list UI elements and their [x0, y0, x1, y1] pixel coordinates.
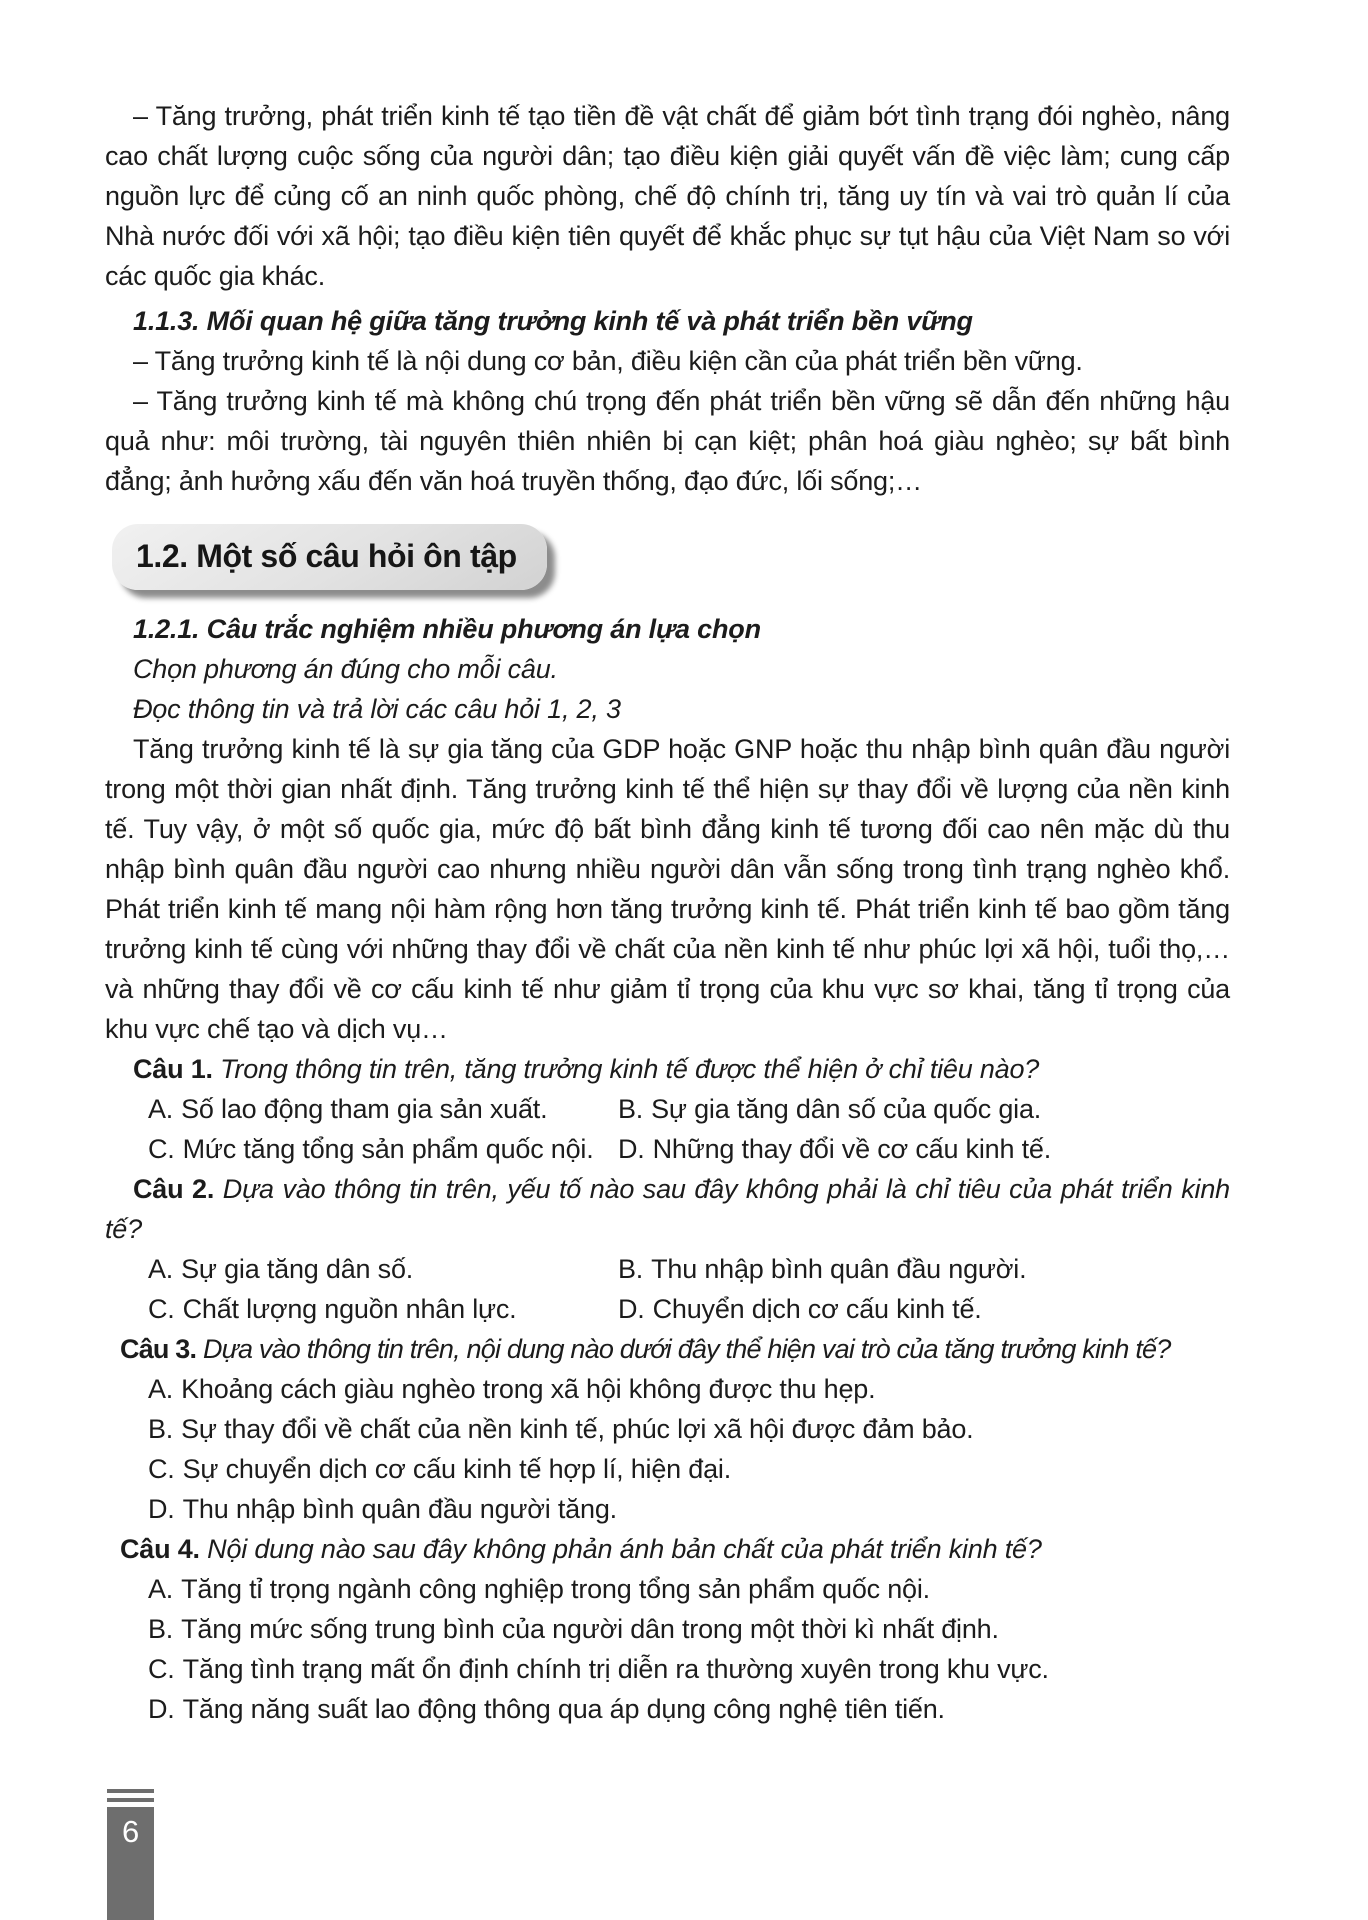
question-4	[105, 1529, 1230, 1569]
question-3-options	[105, 1369, 1230, 1529]
option-b: B. Sự gia tăng dân số của quốc gia.	[618, 1094, 1042, 1124]
option-b: B. Sự thay đổi về chất của nền kinh tế, phúc lợi xã hội được đảm bảo.	[148, 1414, 974, 1444]
option-d: D. Thu nhập bình quân đầu người tăng.	[148, 1494, 617, 1524]
question-1	[105, 1049, 1230, 1089]
question-4-label: Câu 4.	[120, 1534, 200, 1564]
option-b: B. Thu nhập bình quân đầu người.	[618, 1254, 1027, 1284]
heading-1-2-1: 1.2.1. Câu trắc nghiệm nhiều phương án lựa chọn	[133, 614, 761, 644]
option-a: A. Khoảng cách giàu nghèo trong xã hội không được thu hẹp.	[148, 1374, 876, 1404]
instruction-choose: Chọn phương án đúng cho mỗi câu.	[133, 654, 558, 684]
option-a: A. Sự gia tăng dân số.	[148, 1254, 414, 1284]
question-3	[105, 1329, 1230, 1369]
page-number: 6	[121, 1814, 140, 1849]
heading-1-1-3: 1.1.3. Mối quan hệ giữa tăng trưởng kinh tế và phát triển bền vững	[133, 306, 973, 336]
point-2: – Tăng trưởng kinh tế mà không chú trọng đến phát triển bền vững sẽ dẫn đến những hậu quả như: môi trường, tài nguyên thiên nhiên bị cạn kiệt; phân hoá giàu nghèo; sự bất bình đẳng; ảnh hưởng xấu đến văn hoá truyền thống, đạo đức, lối sống;…	[105, 386, 1230, 496]
option-b: B. Tăng mức sống trung bình của người dân trong một thời kì nhất định.	[148, 1614, 999, 1644]
footer-rule-top	[107, 1789, 154, 1793]
intro-paragraph: – Tăng trưởng, phát triển kinh tế tạo tiền đề vật chất để giảm bớt tình trạng đói nghèo, nâng cao chất lượng cuộc sống của người dân; tạo điều kiện giải quyết vấn đề việc làm; cung cấp nguồn lực để củng cố an ninh quốc phòng, chế độ chính trị, tăng uy tín và vai trò quản lí của Nhà nước đối với xã hội; tạo điều kiện tiên quyết để khắc phục sự tụt hậu của Việt Nam so với các quốc gia khác.	[105, 101, 1230, 291]
option-c: C. Chất lượng nguồn nhân lực.	[148, 1294, 517, 1324]
option-c: C. Tăng tình trạng mất ổn định chính trị diễn ra thường xuyên trong khu vực.	[148, 1654, 1049, 1684]
option-d: D. Những thay đổi về cơ cấu kinh tế.	[618, 1134, 1052, 1164]
option-c: C. Sự chuyển dịch cơ cấu kinh tế hợp lí, hiện đại.	[148, 1454, 732, 1484]
instruction-read: Đọc thông tin và trả lời các câu hỏi 1, 2, 3	[133, 694, 621, 724]
option-d: D. Tăng năng suất lao động thông qua áp dụng công nghệ tiên tiến.	[148, 1694, 945, 1724]
option-a: A. Số lao động tham gia sản xuất.	[148, 1094, 548, 1124]
question-2-label: Câu 2.	[133, 1174, 215, 1204]
question-2	[105, 1169, 1230, 1249]
question-4-text: Nội dung nào sau đây không phản ánh bản chất của phát triển kinh tế?	[207, 1534, 1042, 1564]
page-number-tab	[107, 1807, 154, 1920]
question-1-label: Câu 1.	[133, 1054, 213, 1084]
question-1-text: Trong thông tin trên, tăng trưởng kinh tế được thể hiện ở chỉ tiêu nào?	[220, 1054, 1040, 1084]
option-d: D. Chuyển dịch cơ cấu kinh tế.	[618, 1294, 982, 1324]
footer-rule-bottom	[107, 1798, 154, 1802]
reading-passage: Tăng trưởng kinh tế là sự gia tăng của GDP hoặc GNP hoặc thu nhập bình quân đầu người trong một thời gian nhất định. Tăng trưởng kinh tế thể hiện sự thay đổi về lượng của nền kinh tế. Tuy vậy, ở một số quốc gia, mức độ bất bình đẳng kinh tế tương đối cao nên mặc dù thu nhập bình quân đầu người cao nhưng nhiều người dân vẫn sống trong tình trạng nghèo khổ. Phát triển kinh tế mang nội hàm rộng hơn tăng trưởng kinh tế. Phát triển kinh tế bao gồm tăng trưởng kinh tế cùng với những thay đổi về chất của nền kinh tế như phúc lợi xã hội, tuổi thọ,… và những thay đổi về cơ cấu kinh tế như giảm tỉ trọng của khu vực sơ khai, tăng tỉ trọng của khu vực chế tạo và dịch vụ…	[105, 734, 1230, 1044]
question-2-options	[105, 1249, 1230, 1329]
question-2-text: Dựa vào thông tin trên, yếu tố nào sau đây không phải là chỉ tiêu của phát triển kinh tế?	[105, 1174, 1230, 1244]
question-1-options	[105, 1089, 1230, 1169]
option-a: A. Tăng tỉ trọng ngành công nghiệp trong tổng sản phẩm quốc nội.	[148, 1574, 930, 1604]
page-footer	[107, 1789, 154, 1920]
section-heading-box: 1.2. Một số câu hỏi ôn tập	[112, 524, 547, 590]
point-1: – Tăng trưởng kinh tế là nội dung cơ bản, điều kiện cần của phát triển bền vững.	[133, 346, 1083, 376]
question-3-text: Dựa vào thông tin trên, nội dung nào dưới đây thể hiện vai trò của tăng trưởng kinh tế?	[202, 1334, 1171, 1364]
question-3-label: Câu 3.	[120, 1334, 197, 1364]
question-4-options	[105, 1569, 1230, 1729]
option-c: C. Mức tăng tổng sản phẩm quốc nội.	[148, 1134, 594, 1164]
